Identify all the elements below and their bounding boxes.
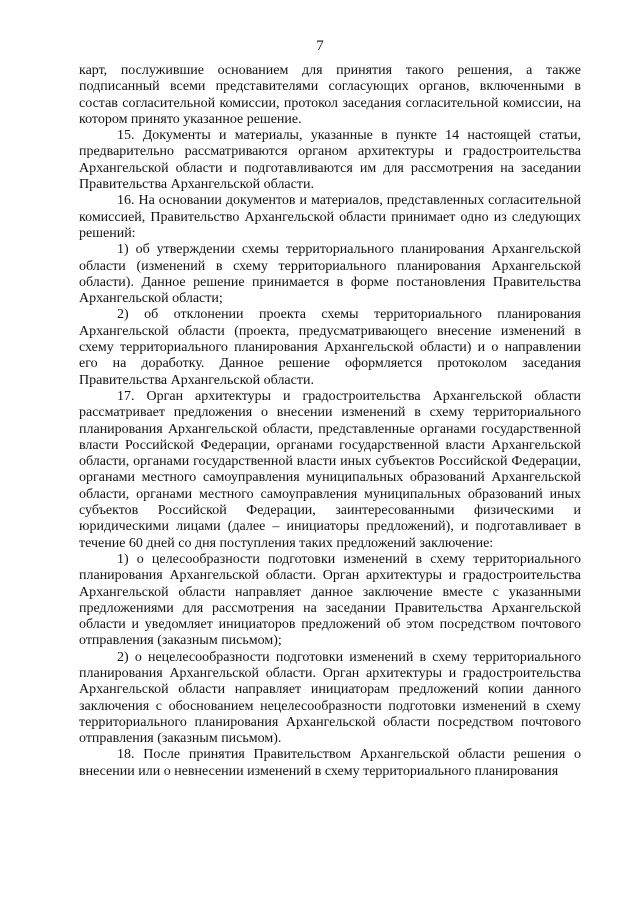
paragraph-item-16-2: 2) об отклонении проекта схемы территориального планирования Архангельской области (проекта, предусматривающего внесение изменений в схему территориального планирования Архангельской области) и о направлении его на доработку. Данное решение оформляется протоколом заседания Правительства Архангельской области.: [79, 307, 581, 388]
paragraph-continuation: карт, послужившие основанием для принятия такого решения, а также подписанный всеми представителями согласующих органов, включенными в состав согласительной комиссии, протокол заседания согласительной комиссии, на котором принято указанное решение.: [79, 63, 581, 127]
paragraph-item-17-2: 2) о нецелесообразности подготовки изменений в схему территориального планирования Архангельской области. Орган архитектуры и градостроительства Архангельской области направляет инициаторам предложений копии данного заключения с обоснованием нецелесообразности подготовки изменений в схему территориального планирования Архангельской области посредством почтового отправления (заказным письмом).: [79, 649, 581, 747]
page-number: 7: [316, 38, 324, 54]
paragraph-item-17-1: 1) о целесообразности подготовки изменений в схему территориального планирования Архангельской области. Орган архитектуры и градостроительства Архангельской области направляет данное заключение вместе с указанными предложениями для рассмотрения на заседании Правительства Архангельской области и уведомляет инициаторов предложений об этом посредством почтового отправления (заказным письмом);: [79, 551, 581, 649]
paragraph-item-18: 18. После принятия Правительством Архангельской области решения о внесении или о невнесении изменений в схему территориального планирования: [79, 747, 581, 779]
document-body: [79, 63, 581, 780]
paragraph-item-15: 15. Документы и материалы, указанные в пункте 14 настоящей статьи, предварительно рассматриваются органом архитектуры и градостроительства Архангельской области и подготавливаются им для рассмотрения на заседании Правительства Архангельской области.: [79, 128, 581, 193]
paragraph-item-17: 17. Орган архитектуры и градостроительства Архангельской области рассматривает предложения о внесении изменений в схему территориального планирования Архангельской области, представленные органами государственной власти Российской Федерации, органами государственной власти Архангельской области, органами государственной власти иных субъектов Российской Федерации, органами местного самоуправления муниципальных образований Архангельской области, органами местного самоуправления муниципальных образований иных субъектов Российской Федерации, заинтересованными физическими и юридическими лицами (далее – инициаторы предложений), и подготавливает в течение 60 дней со дня поступления таких предложений заключение:: [79, 388, 581, 551]
paragraph-item-16-1: 1) об утверждении схемы территориального планирования Архангельской области (изменений в схему территориального планирования Архангельской области). Данное решение принимается в форме постановления Правительства Архангельской области;: [79, 242, 581, 307]
paragraph-item-16: 16. На основании документов и материалов, представленных согласительной комиссией, Правительство Архангельской области принимает одно из следующих решений:: [79, 193, 581, 241]
